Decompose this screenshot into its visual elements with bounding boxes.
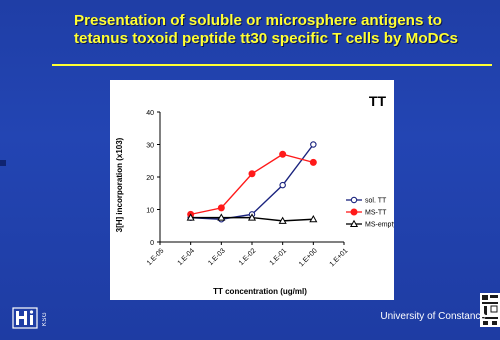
legend-label-ms-tt: MS-TT <box>365 209 387 217</box>
y-tick-label: 30 <box>146 142 154 150</box>
line-chart <box>110 80 394 300</box>
x-tick-label: 1.E+00 <box>297 247 319 269</box>
series-line-ms-tt <box>191 154 314 214</box>
chart-panel <box>110 80 394 300</box>
logo-caption: KSG <box>42 312 48 327</box>
data-point-ms-tt <box>310 159 316 165</box>
y-axis-label: 3[H] incorporation (x103) <box>115 137 124 233</box>
x-tick-label: 1.E-02 <box>237 247 258 267</box>
slide-title-line2: tetanus toxoid peptide tt30 specific T cells by MoDCs <box>74 30 458 47</box>
legend-label-sol-tt: sol. TT <box>365 197 387 205</box>
chart-title: TT <box>368 93 386 109</box>
series-line-sol-tt <box>191 145 314 220</box>
data-point-sol-tt <box>280 182 285 187</box>
title-underline <box>52 64 492 66</box>
x-tick-label: 1.E-04 <box>176 247 197 267</box>
legend-marker-ms-tt <box>351 209 357 215</box>
y-tick-label: 40 <box>146 110 154 117</box>
data-point-ms-tt <box>218 205 224 211</box>
edge-mark <box>0 160 6 166</box>
slide-title <box>74 12 484 48</box>
x-tick-label: 1.E-01 <box>268 247 289 267</box>
legend-label-ms-empty: MS-empty <box>365 221 394 229</box>
footer-university: University of Constance <box>380 311 486 322</box>
y-tick-label: 0 <box>150 240 154 247</box>
x-axis-label: TT concentration (ug/ml) <box>213 287 307 296</box>
x-tick-label: 1.E+01 <box>328 247 350 269</box>
data-point-ms-tt <box>280 151 286 157</box>
institute-logo-icon <box>12 306 38 330</box>
x-tick-label: 1.E-03 <box>207 247 227 267</box>
legend-marker-sol-tt <box>351 197 356 202</box>
data-point-ms-tt <box>249 171 255 177</box>
data-point-sol-tt <box>311 142 316 147</box>
x-tick-label: 1.E-05 <box>145 247 166 267</box>
slide-title-line1: Presentation of soluble or microsphere antigens to <box>74 12 442 29</box>
y-tick-label: 10 <box>146 207 154 215</box>
y-tick-label: 20 <box>146 175 154 182</box>
